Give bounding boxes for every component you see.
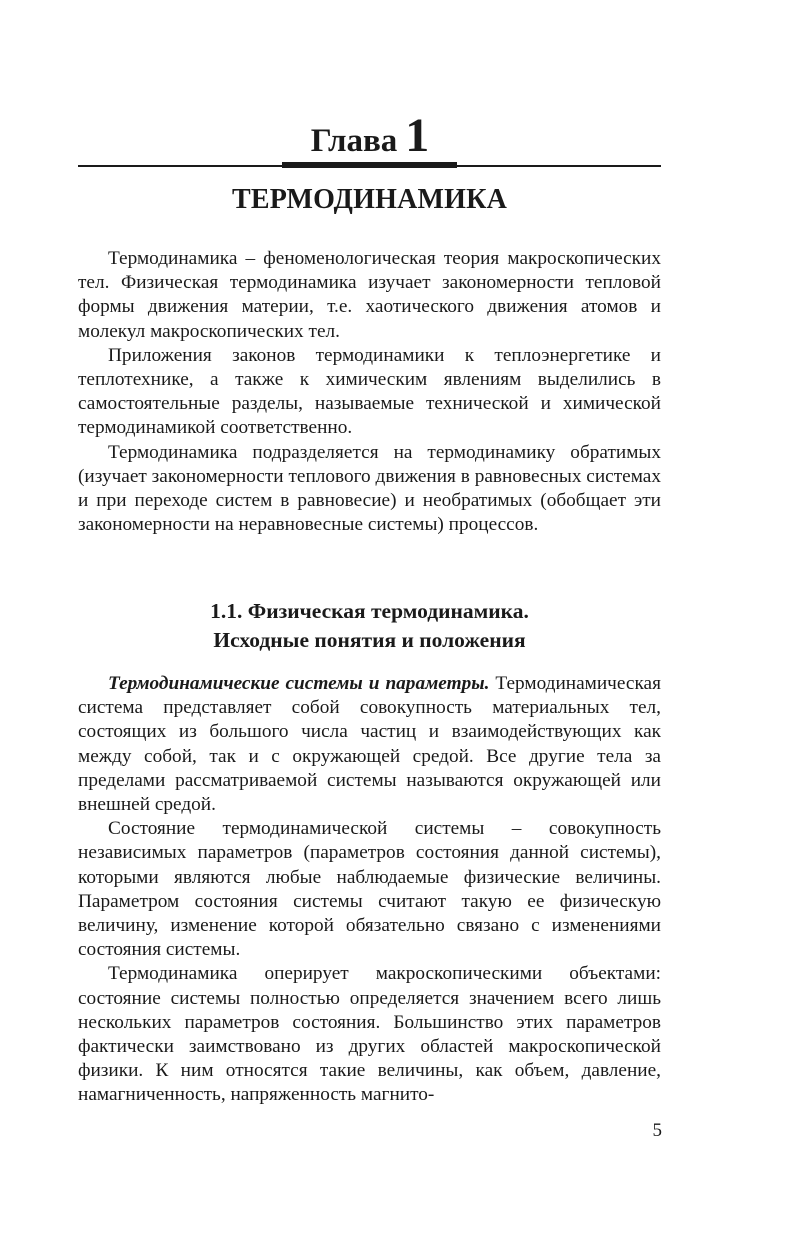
subsection-text: [78, 672, 661, 1108]
subsection-title-line-2: Исходные понятия и положения: [213, 628, 526, 652]
run-in-heading: Термодинамические системы и параметры.: [108, 673, 490, 694]
section-title: ТЕРМОДИНАМИКА: [231, 184, 508, 215]
intro-text: [78, 247, 661, 537]
subsection-title: [78, 597, 661, 655]
paragraph: Термодинамика оперирует макроскопическими объектами: состояние системы полностью определяется значением всего лишь нескольких параметров состояния. Большинство этих параметров фактически заимствовано из других областей макроскопической физики. К ним относятся такие величины, как объем, давление, намагниченность, напряженность магнито-: [78, 963, 661, 1106]
paragraph-text: Термодинамическая система представляет собой совокупность материальных тел, состоящих из большого числа частиц и взаимодействующих как между собой, так и с окружающей средой. Все другие тела за пределами рассматриваемой системы называются окружающей или внешней средой.: [78, 673, 661, 816]
chapter-label: Глава: [310, 123, 398, 159]
chapter-rule-thick: [282, 162, 457, 168]
paragraph: [78, 672, 661, 817]
page-number: 5: [652, 1120, 662, 1141]
chapter-number: 1: [405, 109, 430, 162]
paragraph: Состояние термодинамической системы – совокупность независимых параметров (параметров состояния данной системы), которыми являются любые наблюдаемые физические величины. Параметром состояния системы считают такую ее физическую величину, изменение которой обязательно связано с изменениями состояния системы.: [78, 818, 661, 961]
chapter-heading: [0, 108, 740, 163]
paragraph: Термодинамика – феноменологическая теория макроскопических тел. Физическая термодинамика изучает закономерности тепловой формы движения материи, т.е. хаотического движения атомов и молекул макроскопических тел.: [78, 248, 661, 342]
paragraph: Приложения законов термодинамики к теплоэнергетике и теплотехнике, а также к химическим явлениям выделились в самостоятельные разделы, называемые технической и химической термодинамикой соответственно.: [78, 344, 661, 439]
paragraph: Термодинамика подразделяется на термодинамику обратимых (изучает закономерности теплового движения в равновесных системах и при переходе систем в равновесие) и необратимых (обобщает эти закономерности на неравновесные системы) процессов.: [78, 441, 661, 536]
subsection-title-line-1: 1.1. Физическая термодинамика.: [210, 599, 529, 623]
